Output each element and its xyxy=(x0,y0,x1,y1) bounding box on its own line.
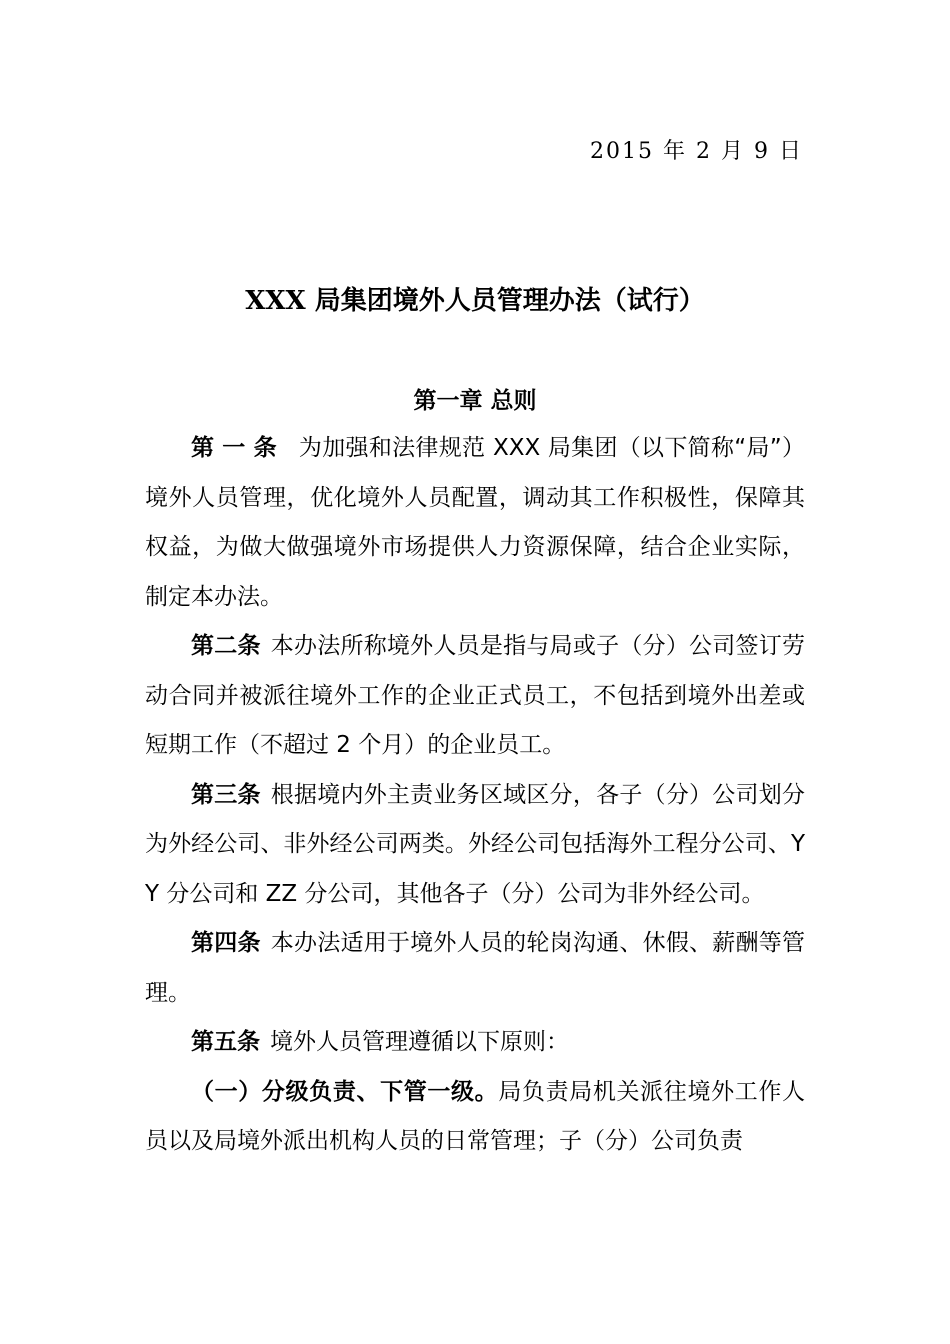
article-1-text: 为加强和法律规范 XXX 局集团（以下简称“局”）境外人员管理，优化境外人员配置，调动其工作积极性，保障其权益，为做大做强境外市场提供人力资源保障，结合企业实际，制定本办法。 xyxy=(145,435,806,610)
article-5-label: 第五条 xyxy=(191,1029,260,1055)
article-5 xyxy=(145,1018,805,1068)
document-date: 2015 年 2 月 9 日 xyxy=(590,139,803,164)
article-4 xyxy=(145,919,805,1018)
article-3-text: 根据境内外主责业务区域区分，各子（分）公司划分为外经公司、非外经公司两类。外经公司包括海外工程分公司、YY 分公司和 ZZ 分公司，其他各子（分）公司为非外经公司。 xyxy=(145,781,806,907)
article-5-text: 境外人员管理遵循以下原则： xyxy=(270,1029,569,1055)
article-2-text: 本办法所称境外人员是指与局或子（分）公司签订劳动合同并被派往境外工作的企业正式员工，不包括到境外出差或短期工作（不超过 2 个月）的企业员工。 xyxy=(145,633,806,758)
article-1-label: 第一条 xyxy=(191,435,285,461)
clause-1-text: 局负责局机关派往境外工作人员以及局境外派出机构人员的日常管理；子（分）公司负责 xyxy=(145,1078,806,1154)
article-3-label: 第三条 xyxy=(191,781,261,808)
article-3 xyxy=(145,771,805,920)
article-2-label: 第二条 xyxy=(191,633,261,659)
article-4-label: 第四条 xyxy=(191,930,261,956)
chapter-heading: 第一章 总则 xyxy=(413,388,537,414)
article-4-text: 本办法适用于境外人员的轮岗沟通、休假、薪酬等管理。 xyxy=(145,930,806,1006)
clause-1 xyxy=(145,1068,805,1167)
article-2 xyxy=(145,622,805,771)
article-1 xyxy=(145,424,805,622)
document-body xyxy=(145,424,805,1167)
clause-1-label: （一）分级负责、下管一级。 xyxy=(191,1078,499,1105)
document-title: XXX 局集团境外人员管理办法（试行） xyxy=(245,286,705,316)
